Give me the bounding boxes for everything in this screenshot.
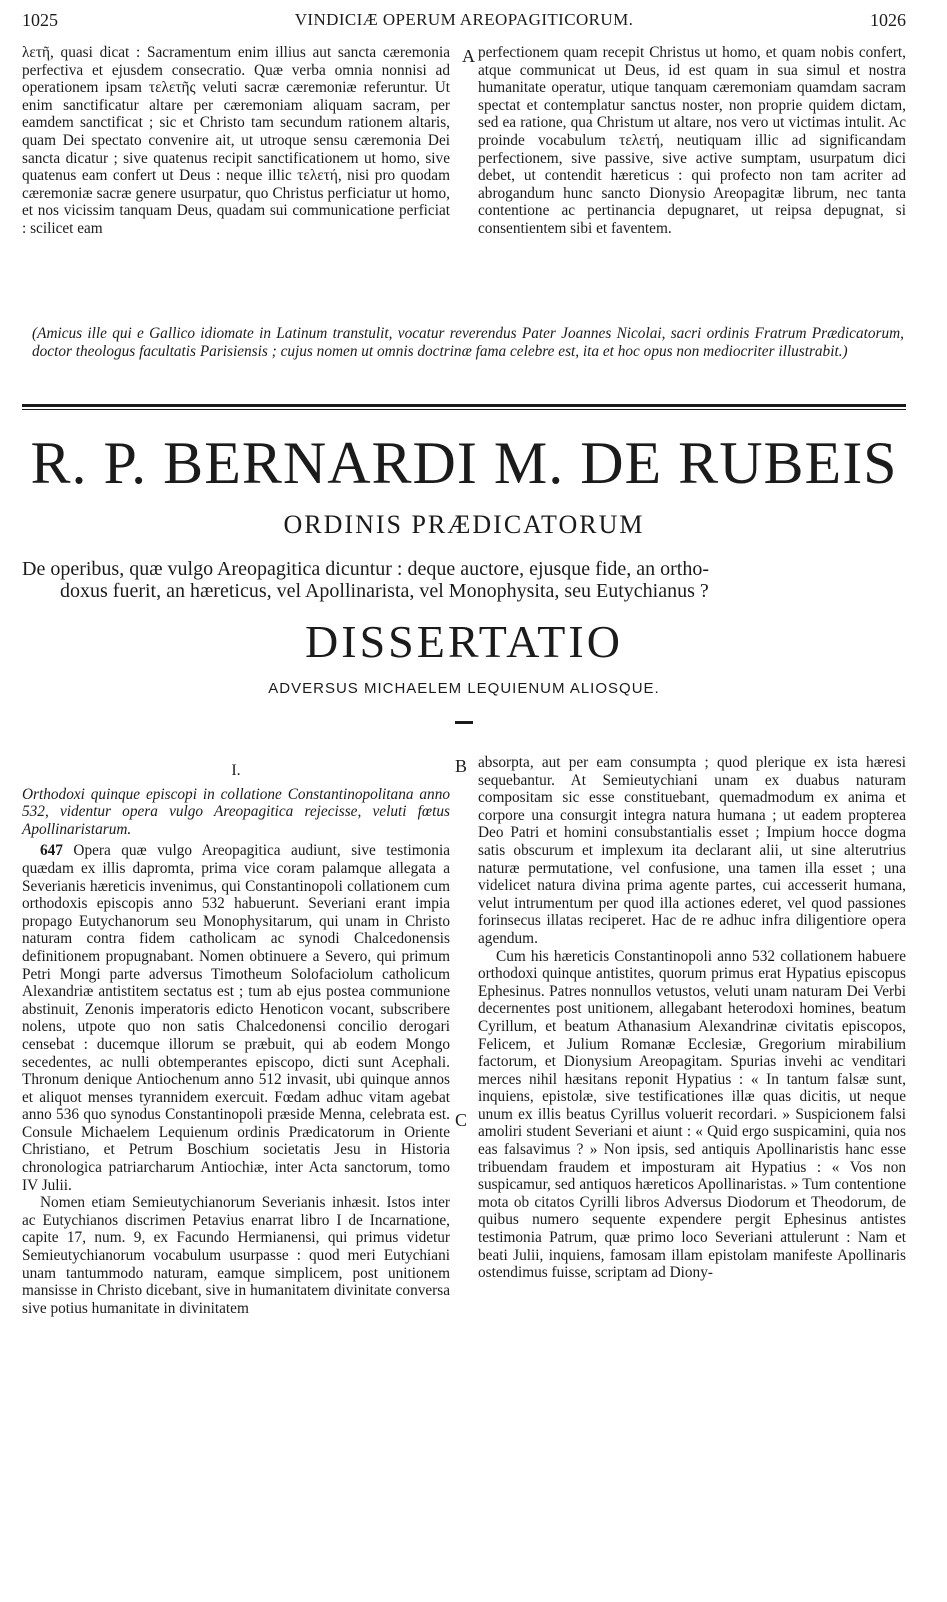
paragraph-647 [22, 842, 450, 1194]
running-title: VINDICIÆ OPERUM AREOPAGITICORUM. [294, 10, 634, 29]
translator-note: (Amicus ille qui e Gallico idiomate in Latinum transtulit, vocatur reverendus Pater Joannes Nicolai, sacri ordinis Fratrum Prædicatorum, doctor theologus facultatis Parisiensis ; cujus nomen ut omnis doctrinæ fama celebre est, ita et hoc opus non mediocriter illustrabit.) [32, 325, 904, 360]
paragraph-647-text: Opera quæ vulgo Areopagitica audiunt, sive testimonia quædam ex illis dapromta, prima vice coram palamque allegata a Severianis hæreticis invenimus, qui Constantinopoli collationem cum orthodoxis episcopis anno 532 habuerunt. Severiani erant impia propago Eutychanorum seu Monophysitarum, qui unam in Christo naturam contra fidem catholicam ac synodi Chalcedonensis definitionem propugnabant. Nomen obtinuere a Severo, qui primum Petri Mongi parte adversus Timotheum Solofaciolum catholicum Alexandriæ antistitem sectatus est ; tum ab ejus postea communione abstinuit, Zenonis imperatoris edicto Henoticon vocant, subscribere nolens, utpote quo non satis Chalcedonensi concilio derogari censebat : ducemque illorum se præbuit, qui ab eodem Mongo secedentes, ac nulli obtemperantes episcopo, dicti sunt Acephali. Thronum denique Antiochenum anno 512 invasit, ubi quinque annos et aliquot menses tyrannidem exercuit. Fœdam adhuc vitam agebat anno 536 quo synodus Constantinopoli præside Menna, celebrata est. Consule Michaelem Lequienum ordinis Prædicatorum in Oriente Christiano, et Petrum Boschium societatis Jesu in Historia chronologica patriarcharum Antiochiæ, inter Acta sanctorum, tomo IV Julii. [22, 842, 450, 1194]
running-header [22, 10, 906, 34]
top-left-column [22, 44, 450, 238]
margin-letter-a: A [462, 46, 475, 66]
section-number: I. [231, 762, 241, 779]
bottom-right-column [478, 754, 906, 1282]
top-right-text: perfectionem quam recepit Christus ut homo, et quam nobis confert, atque communicat ut Deus, id est quam in sua simul et nostra humanitate operatur, utique tanquam cæremoniam quamdam sacram spectat et contemplatur sanctus noster, non proprie quidem dictam, sed ea ratione, qua Christum ut altare, nos vero ut victimas intulit. Ac proinde vocabulum τελετή, neutiquam illic ad significandam perfectionem, sive passive, sive active sumptam, usurpatum dici debet, ut contendit hæreticus : qui profecto non tam acriter ad abrogandum hunc sancto Dionysio Areopagitæ librum, nec tanta contentione ac pertinancia depugnaret, ut reipsa depugnat, si consentientem sibi et faventem. [478, 44, 906, 237]
margin-letter-c: C [455, 1110, 468, 1130]
dissertatio-title: DISSERTATIO [305, 616, 623, 667]
margin-letter-b: B [455, 756, 468, 776]
order-title: ORDINIS PRÆDICATORUM [283, 510, 645, 539]
title-dash [455, 721, 473, 724]
page-number-left: 1025 [22, 10, 58, 30]
top-left-text: λετῆ, quasi dicat : Sacramentum enim illius aut sancta cæremonia perfectiva et ejusdem consecratio. Quæ verba omnia nonnisi ad operationem ipsam τελετῆς veluti sacræ cæremoniæ referuntur. Ut enim sanctificatur altare per cæremoniam aliquam sacram, per eamdem sanctificat ; sic et Christo tam secundum rationem altaris, quam Dei spectato convenire ait, ut utroque sensu cæremonia Dei sancta dicatur ; sive quatenus recipit sanctificationem ut homo, sive quatenus eam confert ut Deus : neque illic τελετή, nisi pro quodam cæremoniæ sacræ genere usurpatur, quo Christus perficiatur ut homo, et nos vicissim tanquam Deus, quadam sui communicatione perficiat : scilicet eam [22, 44, 450, 237]
adversus-line: ADVERSUS MICHAELEM LEQUIENUM ALIOSQUE. [268, 680, 660, 697]
page-number-right: 1026 [870, 10, 906, 30]
subject-line [22, 558, 906, 602]
paragraph-collatio: Cum his hæreticis Constantinopoli anno 532 collationem habuere orthodoxi quinque antistites, quorum primus erat Hypatius episcopus Ephesinus. Patres nonnullos vetustos, veluti unam naturam Dei Verbi decernentes post unitionem, allegabant heterodoxi homines, beatum Cyrillum, et beatum Athanasium Alexandrinæ civitatis episcopos, Felicem, et Julium Romanæ Ecclesiæ, Gregorium mirabilium factorum, et Dionysium Areopagitam. Spurias invehi ac venditari merces nihil hæsitans reponit Hypatius : « In tantum falsæ sunt, inquiens, epistolæ, sive testificationes illæ quas dicitis, ut neque unum ex illis beatus Cyrillus voluerit recordari. » Suspicionem falsi amoliri student Severiani et aiunt : « Quid ergo suspicamini, quia nos eas falsavimus ? » Non ipsis, sed antiquis Apollinaristis hanc esse tribuendam fraudem et imposturam ait Hypatius : « Vos non suspicamur, sed antiquos hæreticos Apollinaristas. » Tum contentione mota ob citatos Cyrilli libros Adversus Diodorum et Theodorum, de quibus numero sequente expendere pergit Ephesinus antistes testimonia Patrum, quæ primo loco Severiani attulerunt : Nam et beati Julii, inquiens, famosam illam epistolam manifeste Apollinaris ostendimus fuisse, scriptam ad Diony- [478, 947, 906, 1282]
paragraph-semieutychiani: Nomen etiam Semieutychianorum Severianis inhæsit. Istos inter ac Eutychianos discrimen Petavius enarrat libro I de Incarnatione, capite 17, num. 9, ex Facundo Hermianensi, qui primus videtur Semieutychianorum vocabulum usurpasse : quod meri Eutychiani unam tantummodo naturam, eamque simplicem, post unitionem mansisse in Christo dicebant, sive in humanitatem divinitate conversa sive potius humanitate in divinitatem [22, 1194, 450, 1317]
section-rule-thick [22, 404, 906, 407]
bottom-left-column [22, 762, 450, 1317]
subject-line-1: De operibus, quæ vulgo Areopagitica dicuntur : deque auctore, ejusque fide, an ortho- [22, 558, 710, 580]
section-rule-thin [22, 409, 906, 410]
section-summary: Orthodoxi quinque episcopi in collatione Constantinopolitana anno 532, videntur opera vulgo Areopagitica rejecisse, veluti fœtus Apollinaristarum. [22, 785, 450, 838]
paragraph-absorpta: absorpta, aut per eam consumpta ; quod plerique ex ista hæresi sequebantur. At Semieutychiani unam ex duabus naturam compositam sic esse constituebant, quemadmodum ex anima et corpore una consurgit integra natura humana ; ut eadem propterea Deo Patri et homini consubstantialis esset ; Impium hocce dogma satis obscurum et implexum ita declarant alii, ut sine alterutrius naturæ permutatione, vel confusione, una tamen illa esset ; una videlicet natura divina prima agente partes, cui accesserit humana, velut intrumentum per quod illa actiones ederet, vel quod passiones forinsecus illatas reciperet. Hac de re adhuc infra diligentiore opera agendum. [478, 754, 906, 947]
paragraph-number: 647 [40, 842, 63, 860]
top-right-column [478, 44, 906, 238]
author-title: R. P. BERNARDI M. DE RUBEIS [30, 430, 898, 496]
subject-line-2: doxus fuerit, an hæreticus, vel Apollinarista, vel Monophysita, seu Eutychianus ? [60, 580, 709, 602]
